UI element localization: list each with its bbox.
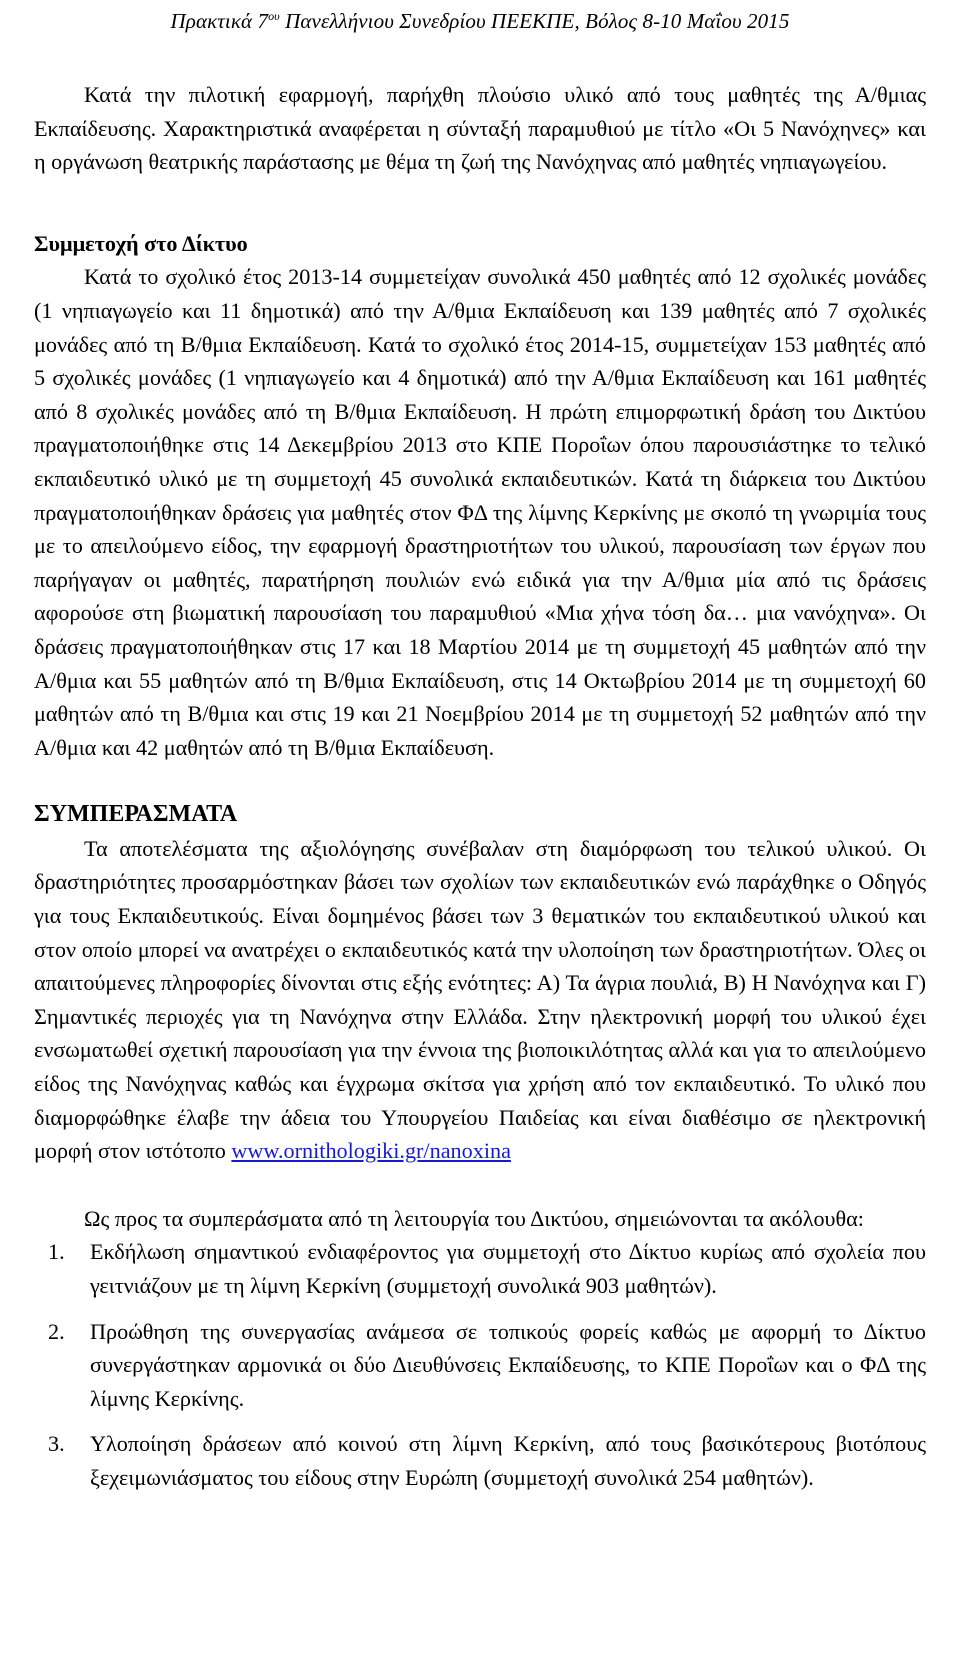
running-header (34, 0, 926, 46)
header-title-pre: Πρακτικά 7 (170, 9, 269, 33)
list-item (34, 1235, 926, 1302)
conclusions-lead: Ως προς τα συμπεράσματα από τη λειτουργία του Δικτύου, σημειώνονται τα ακόλουθα: (84, 1205, 864, 1231)
conclusions-text: Τα αποτελέσματα της αξιολόγησης συνέβαλαν στη διαμόρφωση του τελικού υλικού. Οι δραστηριότητες προσαρμόστηκαν βάσει των σχολίων των εκπαιδευτικών ενώ παράχθηκε ο Οδηγός για τους Εκπαιδευτικούς. Είναι δομημένος βάσει των 3 θεματικών του εκπαιδευτικού υλικού και στον οποίο μπορεί να ανατρέχει ο εκπαιδευτικός κατά την υλοποίηση των δραστηριοτήτων. Όλες οι απαιτούμενες πληροφορίες δίνονται στις εξής ενότητες: Α) Τα άγρια πουλιά, Β) Η Νανόχηνα και Γ) Σημαντικές περιοχές για τη Νανόχηνα στην Ελλάδα. Στην ηλεκτρονική μορφή του υλικού έχει ενσωματωθεί σχετική παρουσίαση για την έννοια της βιοποικιλότητας αλλά και για το απειλούμενο είδος της Νανόχηνας καθώς και έγχρωμα σκίτσα για χρήση από τον εκπαιδευτικό. Το υλικό που διαμορφώθηκε έλαβε την άδεια του Υπουργείου Παιδείας και είναι διαθέσιμο σε ηλεκτρονική μορφή στον ιστότοπο (34, 835, 926, 1164)
list-item-text: Προώθηση της συνεργασίας ανάμεσα σε τοπικούς φορείς καθώς με αφορμή το Δίκτυο συνεργάστηκαν αρμονικά οι δύο Διευθύνσεις Εκπαίδευσης, το ΚΠΕ Ποροΐων και ο ΦΔ της λίμνης Κερκίνης. (90, 1318, 926, 1411)
section-heading-network: Συμμετοχή στο Δίκτυο (34, 230, 248, 256)
intro-paragraph: Κατά την πιλοτική εφαρμογή, παρήχθη πλούσιο υλικό από τους μαθητές της Α/θμιας Εκπαίδευσης. Χαρακτηριστικά αναφέρεται η σύνταξή παραμυθιού με τίτλο «Οι 5 Νανόχηνες» και η οργάνωση θεατρικής παράστασης με θέμα τη ζωή της Νανόχηνας από μαθητές νηπιαγωγείου. (34, 82, 926, 175)
header-ordinal-suffix: ου (268, 9, 280, 23)
list-item-text: Υλοποίηση δράσεων από κοινού στη λίμνη Κερκίνη, από τους βασικότερους βιοτόπους ξεχειμωνιάσματος του είδους στην Ευρώπη (συμμετοχή συνολικά 254 μαθητών). (90, 1431, 926, 1490)
header-title-post: Πανελλήνιου Συνεδρίου ΠΕΕΚΠΕ, Βόλος 8-10 Μαΐου 2015 (279, 9, 790, 33)
conclusions-paragraph (34, 832, 926, 1168)
list-item-number: 3. (48, 1431, 65, 1457)
list-item (34, 1315, 926, 1416)
findings-list (34, 1235, 926, 1494)
list-item (34, 1427, 926, 1494)
section-heading-conclusions: ΣΥΜΠΕΡΑΣΜΑΤΑ (34, 801, 238, 828)
website-link[interactable]: www.ornithologiki.gr/nanoxina (231, 1138, 511, 1164)
list-item-number: 2. (48, 1318, 65, 1344)
list-item-number: 1. (48, 1239, 65, 1265)
network-paragraph: Κατά το σχολικό έτος 2013-14 συμμετείχαν συνολικά 450 μαθητές από 12 σχολικές μονάδες (1 νηπιαγωγείο και 11 δημοτικά) από την Α/θμια Εκπαίδευση και 139 μαθητές από 7 σχολικές μονάδες από τη Β/θμια Εκπαίδευση. Κατά το σχολικό έτος 2014-15, συμμετείχαν 153 μαθητές από 5 σχολικές μονάδες (1 νηπιαγωγείο και 4 δημοτικά) από την Α/θμια Εκπαίδευση και 161 μαθητές από 8 σχολικές μονάδες από τη Β/θμια Εκπαίδευση. Η πρώτη επιμορφωτική δράση του Δικτύου πραγματοποιήθηκε στις 14 Δεκεμβρίου 2013 στο ΚΠΕ Ποροΐων όπου παρουσιάστηκε το τελικό εκπαιδευτικό υλικό με τη συμμετοχή 45 συνολικά εκπαιδευτικών. Κατά τη διάρκεια του Δικτύου πραγματοποιήθηκαν δράσεις για μαθητές στον ΦΔ της λίμνης Κερκίνης με σκοπό τη γνωριμία τους με το απειλούμενο είδος, την εφαρμογή δραστηριοτήτων του υλικού, παρουσίαση των έργων που παρήγαγαν οι μαθητές, παρατήρηση πουλιών ενώ ειδικά για την Α/θμια μία από τις δράσεις αφορούσε στη βιωματική παρουσίαση του παραμυθιού «Μια χήνα τόση δα… μια νανόχηνα». Οι δράσεις πραγματοποιήθηκαν στις 17 και 18 Μαρτίου 2014 με τη συμμετοχή 45 μαθητών από την Α/θμια και 55 μαθητών από τη Β/θμια Εκπαίδευση, στις 14 Οκτωβρίου 2014 με τη συμμετοχή 60 μαθητών από τη Β/θμια και στις 19 και 21 Νοεμβρίου 2014 με τη συμμετοχή 52 μαθητών από την Α/θμια και 42 μαθητών από τη Β/θμια Εκπαίδευση. (34, 264, 926, 760)
list-item-text: Εκδήλωση σημαντικού ενδιαφέροντος για συμμετοχή στο Δίκτυο κυρίως από σχολεία που γειτνιάζουν με τη λίμνη Κερκίνη (συμμετοχή συνολικά 903 μαθητών). (90, 1239, 926, 1298)
